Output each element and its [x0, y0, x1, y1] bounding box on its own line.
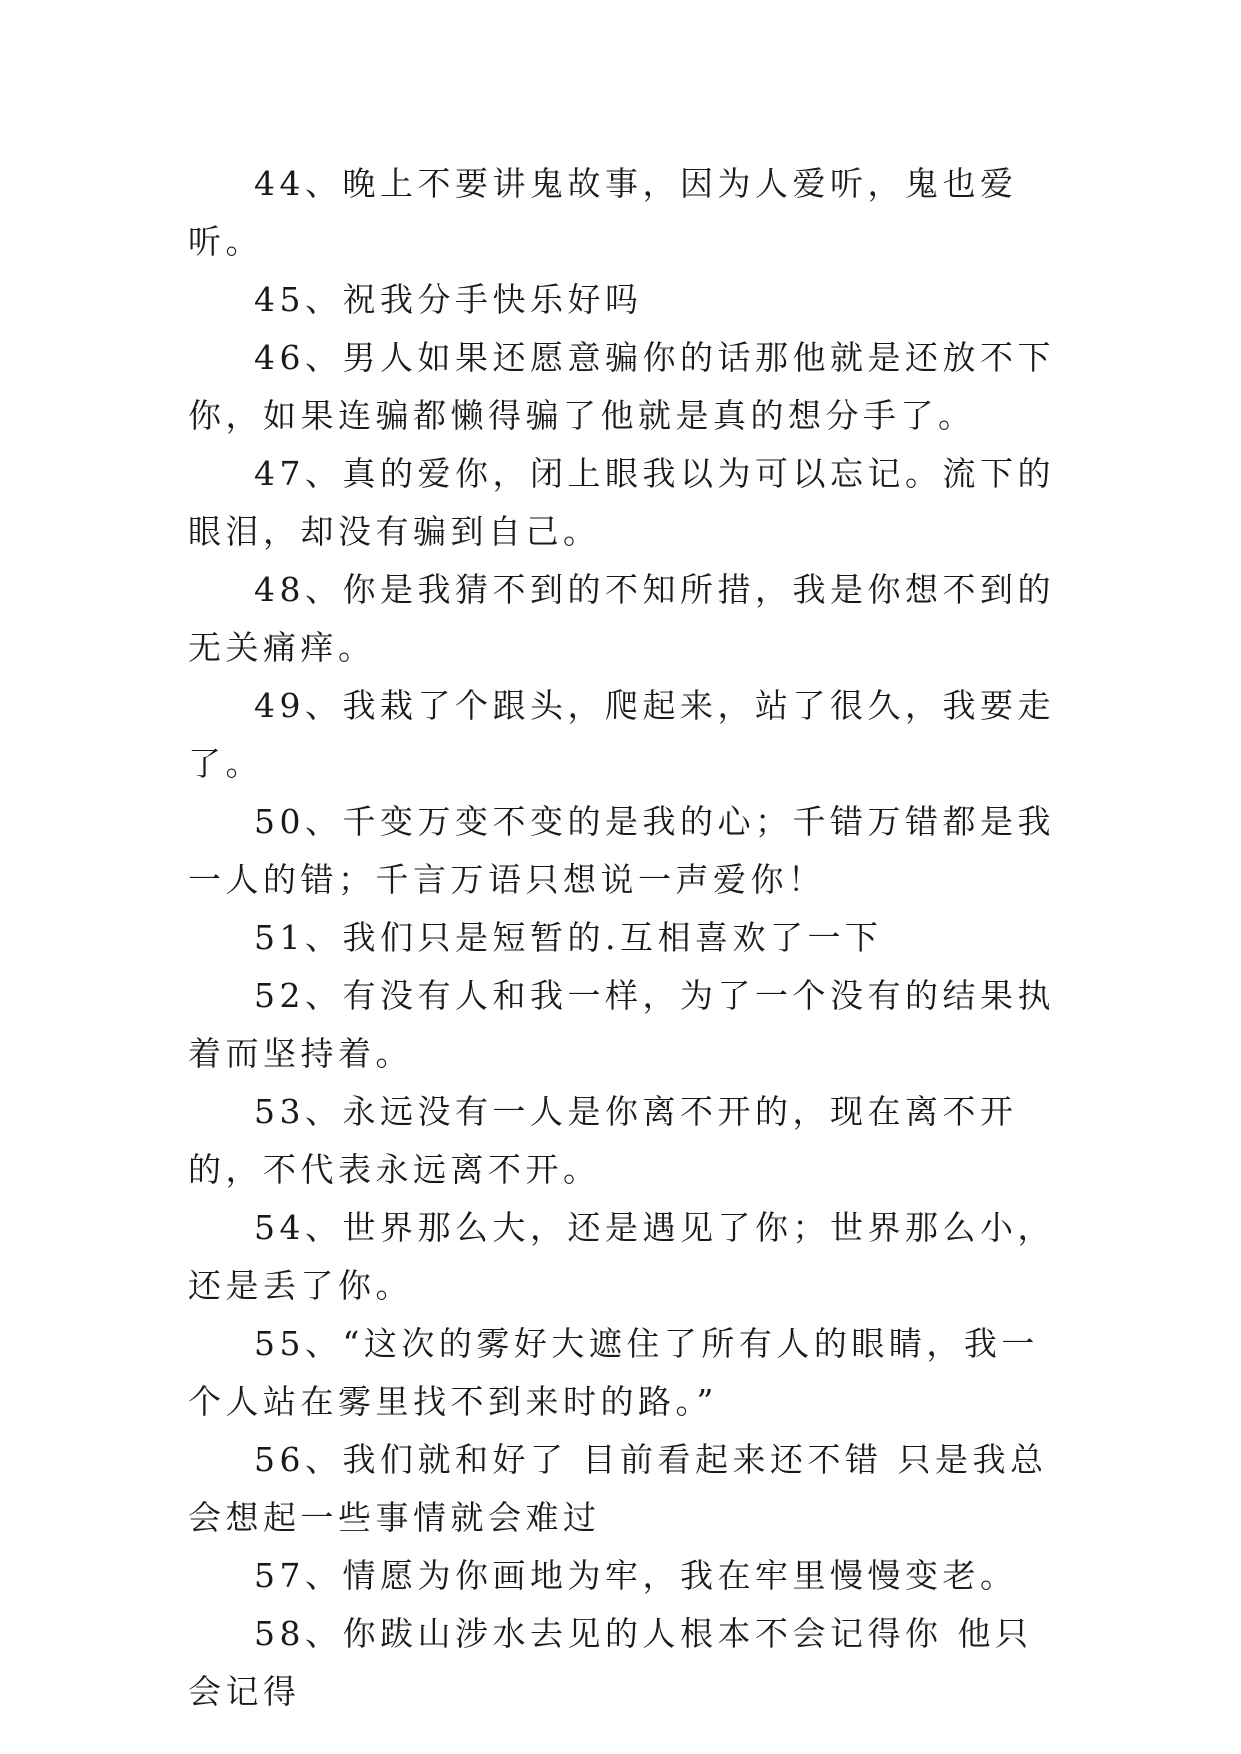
paragraph-44: 44、晚上不要讲鬼故事，因为人爱听，鬼也爱听。 [188, 164, 1018, 261]
paragraph-45: 45、祝我分手快乐好吗 [254, 280, 643, 319]
paragraph-54: 54、世界那么大，还是遇见了你；世界那么小，还是丢了你。 [188, 1208, 1055, 1305]
paragraph-55: 55、“这次的雾好大遮住了所有人的眼睛，我一个人站在雾里找不到来时的路。” [188, 1324, 1039, 1421]
paragraph-46: 46、男人如果还愿意骗你的话那他就是还放不下你，如果连骗都懒得骗了他就是真的想分手了。 [188, 338, 1055, 435]
document-body [188, 155, 1058, 1721]
paragraph-52: 52、有没有人和我一样，为了一个没有的结果执着而坚持着。 [188, 976, 1055, 1073]
paragraph-53: 53、永远没有一人是你离不开的，现在离不开的，不代表永远离不开。 [188, 1092, 1018, 1189]
paragraph-58: 58、你跋山涉水去见的人根本不会记得你 他只会记得 [188, 1614, 1033, 1711]
paragraph-47: 47、真的爱你，闭上眼我以为可以忘记。流下的眼泪，却没有骗到自己。 [188, 454, 1055, 551]
paragraph-49: 49、我栽了个跟头，爬起来，站了很久，我要走了。 [188, 686, 1055, 783]
paragraph-57: 57、情愿为你画地为牢，我在牢里慢慢变老。 [254, 1556, 1018, 1595]
paragraph-50: 50、千变万变不变的是我的心；千错万错都是我一人的错；千言万语只想说一声爱你！ [188, 802, 1055, 899]
paragraph-56: 56、我们就和好了 目前看起来还不错 只是我总会想起一些事情就会难过 [188, 1440, 1048, 1537]
paragraph-51: 51、我们只是短暂的.互相喜欢了一下 [254, 918, 883, 957]
paragraph-48: 48、你是我猜不到的不知所措，我是你想不到的无关痛痒。 [188, 570, 1055, 667]
